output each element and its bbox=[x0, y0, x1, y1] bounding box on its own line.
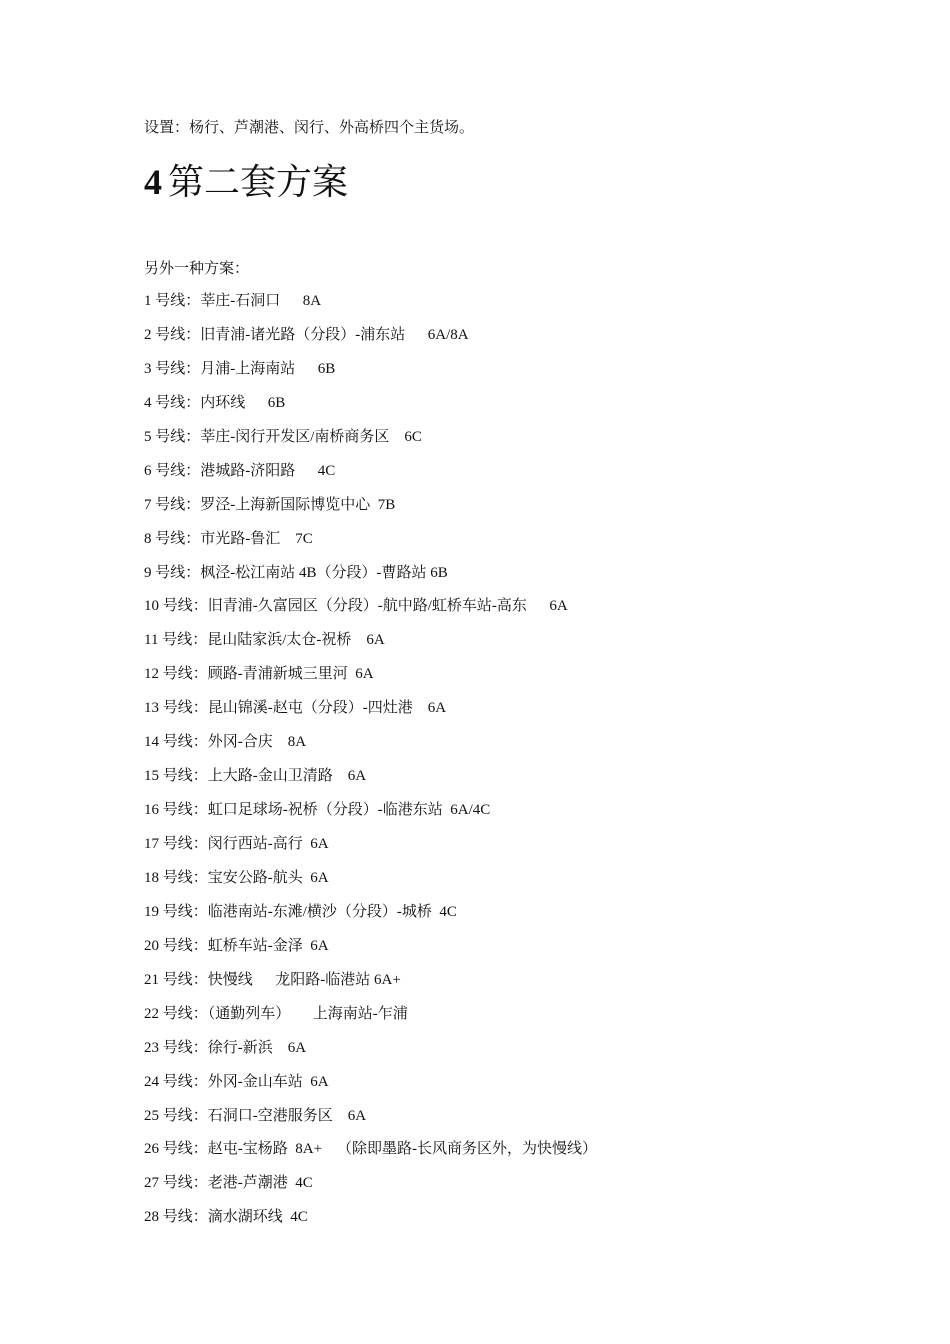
list-item: 14 号线：外冈-合庆 8A bbox=[144, 734, 307, 751]
list-item: 8 号线：市光路-鲁汇 7C bbox=[144, 530, 313, 547]
list-item: 20 号线：虹桥车站-金泽 6A bbox=[144, 937, 329, 954]
list-item: 28 号线：滴水湖环线 4C bbox=[144, 1209, 308, 1226]
intro-paragraph: 设置：杨行、芦潮港、闵行、外高桥四个主货场。 bbox=[144, 120, 475, 136]
list-item: 25 号线：石洞口-空港服务区 6A bbox=[144, 1107, 367, 1124]
list-item: 3 号线：月浦-上海南站 6B bbox=[144, 360, 336, 377]
list-item: 12 号线：顾路-青浦新城三里河 6A bbox=[144, 666, 374, 683]
list-item: 9 号线：枫泾-松江南站 4B（分段）-曹路站 6B bbox=[144, 564, 448, 581]
section-number: 4 bbox=[144, 162, 162, 202]
list-item: 11 号线：昆山陆家浜/太仓-祝桥 6A bbox=[144, 632, 385, 649]
list-item: 21 号线：快慢线 龙阳路-临港站 6A+ bbox=[144, 971, 401, 988]
list-item: 2 号线：旧青浦-诸光路（分段）-浦东站 6A/8A bbox=[144, 326, 469, 343]
list-item: 17 号线：闵行西站-高行 6A bbox=[144, 836, 329, 852]
metro-line-list bbox=[144, 291, 597, 1241]
list-item: 18 号线：宝安公路-航头 6A bbox=[144, 869, 329, 886]
list-item: 10 号线：旧青浦-久富园区（分段）-航中路/虹桥车站-高东 6A bbox=[144, 598, 568, 615]
list-item: 5 号线：莘庄-闵行开发区/南桥商务区 6C bbox=[144, 428, 422, 445]
list-item: 6 号线：港城路-济阳路 4C bbox=[144, 462, 336, 479]
list-item: 13 号线：昆山锦溪-赵屯（分段）-四灶港 6A bbox=[144, 700, 447, 717]
section-heading bbox=[144, 160, 348, 204]
list-item: 22 号线：（通勤列车） 上海南站-乍浦 bbox=[144, 1005, 408, 1022]
list-item: 1 号线：莘庄-石洞口 8A bbox=[144, 293, 322, 309]
list-item: 24 号线：外冈-金山车站 6A bbox=[144, 1073, 329, 1090]
list-item: 4 号线：内环线 6B bbox=[144, 394, 286, 411]
list-item: 15 号线：上大路-金山卫清路 6A bbox=[144, 768, 367, 785]
scheme-intro: 另外一种方案： bbox=[144, 261, 250, 277]
list-item: 16 号线：虹口足球场-祝桥（分段）-临港东站 6A/4C bbox=[144, 802, 491, 819]
list-item: 27 号线：老港-芦潮港 4C bbox=[144, 1175, 313, 1192]
section-title: 第二套方案 bbox=[168, 162, 349, 202]
list-item: 19 号线：临港南站-东滩/横沙（分段）-城桥 4C bbox=[144, 903, 457, 920]
list-item: 23 号线：徐行-新浜 6A bbox=[144, 1039, 307, 1056]
list-item: 26 号线：赵屯-宝杨路 8A+ （除即墨路-长风商务区外，为快慢线） bbox=[144, 1141, 598, 1158]
list-item: 7 号线：罗泾-上海新国际博览中心 7B bbox=[144, 496, 396, 513]
